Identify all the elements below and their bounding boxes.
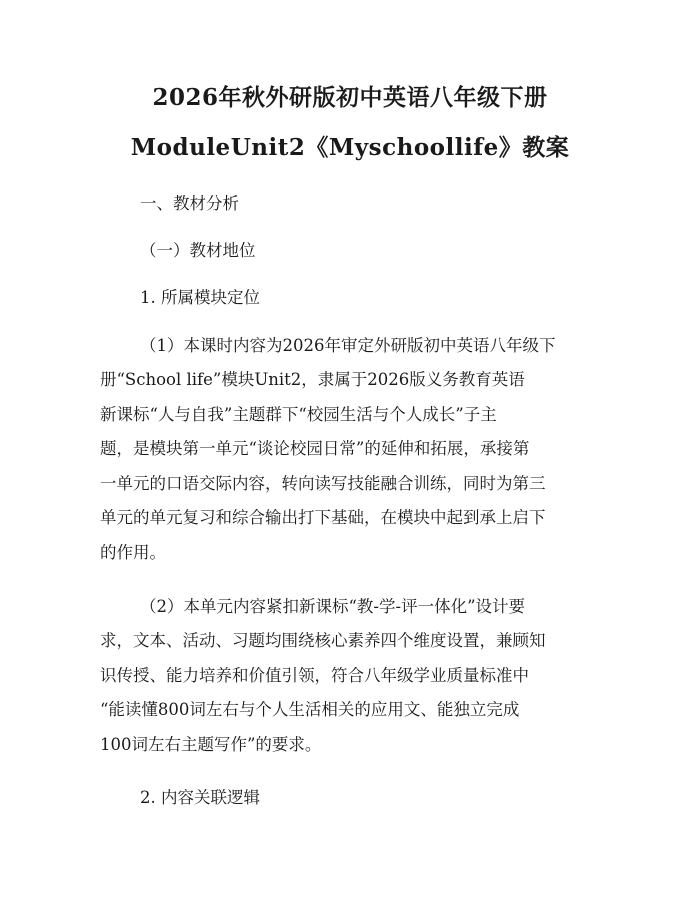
paragraph-line: “能读懂800词左右与个人生活相关的应用文、能独立完成 (100, 700, 520, 719)
heading-module-position: 1. 所属模块定位 (140, 288, 260, 307)
paragraph-line: （1）本课时内容为2026年审定外研版初中英语八年级下 (140, 336, 556, 355)
paragraph-line: 题，是模块第一单元“谈论校园日常”的延伸和拓展，承接第 (100, 439, 530, 458)
paragraph-line: 册“School life”模块Unit2，隶属于2026版义务教育英语 (100, 370, 525, 389)
document-title-line-1: 2026年秋外研版初中英语八年级下册 (152, 84, 548, 111)
paragraph-line: 的作用。 (100, 543, 166, 562)
document-title-line-2: ModuleUnit2《Myschoollife》教案 (130, 134, 570, 161)
heading-textbook-position: （一）教材地位 (140, 241, 256, 260)
heading-textbook-analysis: 一、教材分析 (140, 194, 239, 213)
paragraph-line: （2）本单元内容紧扣新课标“教-学-评一体化”设计要 (140, 597, 526, 616)
heading-content-logic: 2. 内容关联逻辑 (140, 788, 260, 807)
paragraph-line: 识传授、能力培养和价值引领，符合八年级学业质量标准中 (100, 666, 529, 685)
paragraph-line: 单元的单元复习和综合输出打下基础，在模块中起到承上启下 (100, 508, 546, 527)
paragraph-line: 新课标“人与自我”主题群下“校园生活与个人成长”子主 (100, 405, 497, 424)
paragraph-line: 求，文本、活动、习题均围绕核心素养四个维度设置，兼顾知 (100, 631, 546, 650)
paragraph-line: 100词左右主题写作”的要求。 (100, 735, 322, 754)
paragraph-line: 一单元的口语交际内容，转向读写技能融合训练，同时为第三 (100, 474, 546, 493)
